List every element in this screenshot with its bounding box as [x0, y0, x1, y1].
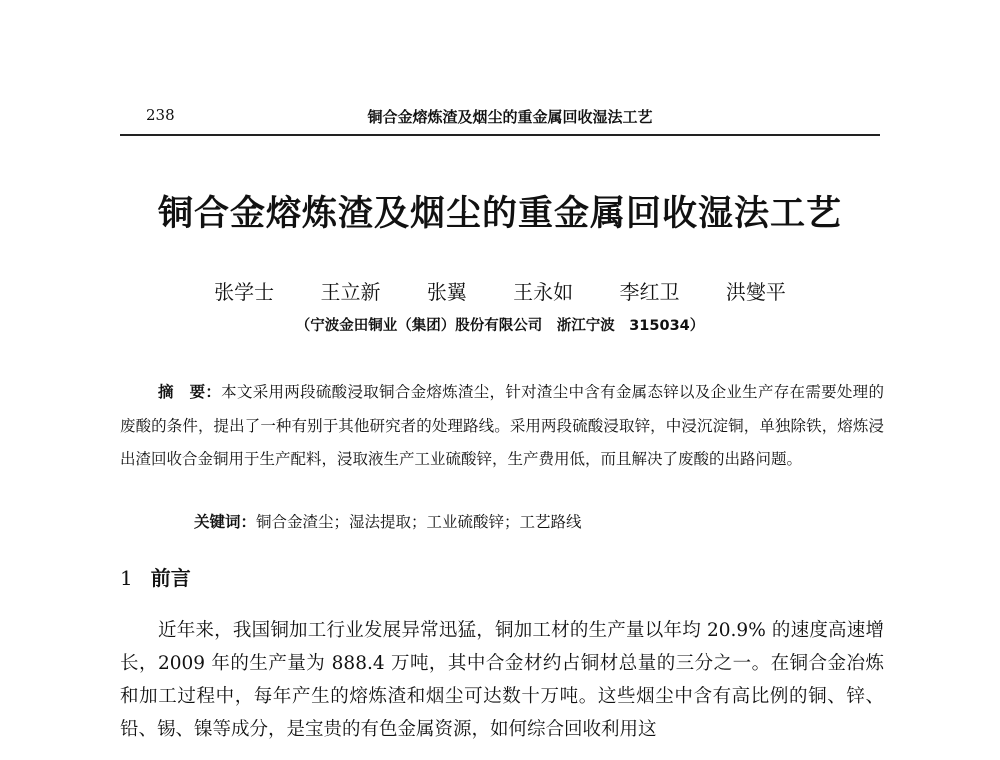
- affiliation: （宁波金田铜业（集团）股份有限公司 浙江宁波 315034）: [295, 318, 705, 334]
- header-rule: [120, 134, 880, 136]
- abstract-text: 本文采用两段硫酸浸取铜合金熔炼渣尘，针对渣尘中含有金属态锌以及企业生产存在需要处理的废酸的条件，提出了一种有别于其他研究者的处理路线。采用两段硫酸浸取锌，中浸沉淀铜，单独除铁，熔炼浸出渣回收合金铜用于生产配料，浸取液生产工业硫酸锌，生产费用低，而且解决了废酸的出路问题。: [120, 383, 884, 468]
- page-number: 238: [146, 106, 175, 124]
- section-title: 前言: [150, 566, 191, 590]
- running-title: 铜合金熔炼渣及烟尘的重金属回收湿法工艺: [367, 108, 653, 126]
- body-paragraph: 近年来，我国铜加工行业发展异常迅猛，铜加工材的生产量以年均 20.9% 的速度高速增长，2009 年的生产量为 888.4 万吨，其中合金材约占铜材总量的三分之一。在铜合金冶炼和加工过程中，每年产生的熔炼渣和烟尘可达数十万吨。这些烟尘中含有高比例的铜、锌、铅、锡、镍等成分，是宝贵的有色金属资源，如何综合回收利用这: [120, 620, 884, 740]
- author: 王永如: [513, 280, 574, 304]
- section-number: 1: [120, 566, 133, 590]
- keywords-label: 关键词：: [194, 513, 257, 531]
- author: 李红卫: [619, 280, 680, 304]
- abstract-label: 摘 要：: [158, 383, 222, 401]
- keywords: [194, 510, 582, 532]
- authors: [0, 276, 1000, 305]
- abstract: [120, 376, 884, 477]
- section-heading: [120, 562, 191, 591]
- author: 张翼: [426, 280, 467, 304]
- author: 张学士: [214, 280, 275, 304]
- author: 洪燮平: [725, 280, 786, 304]
- keywords-text: 铜合金渣尘；湿法提取；工业硫酸锌；工艺路线: [256, 513, 582, 531]
- paper-title: 铜合金熔炼渣及烟尘的重金属回收湿法工艺: [157, 193, 842, 234]
- author: 王立新: [320, 280, 381, 304]
